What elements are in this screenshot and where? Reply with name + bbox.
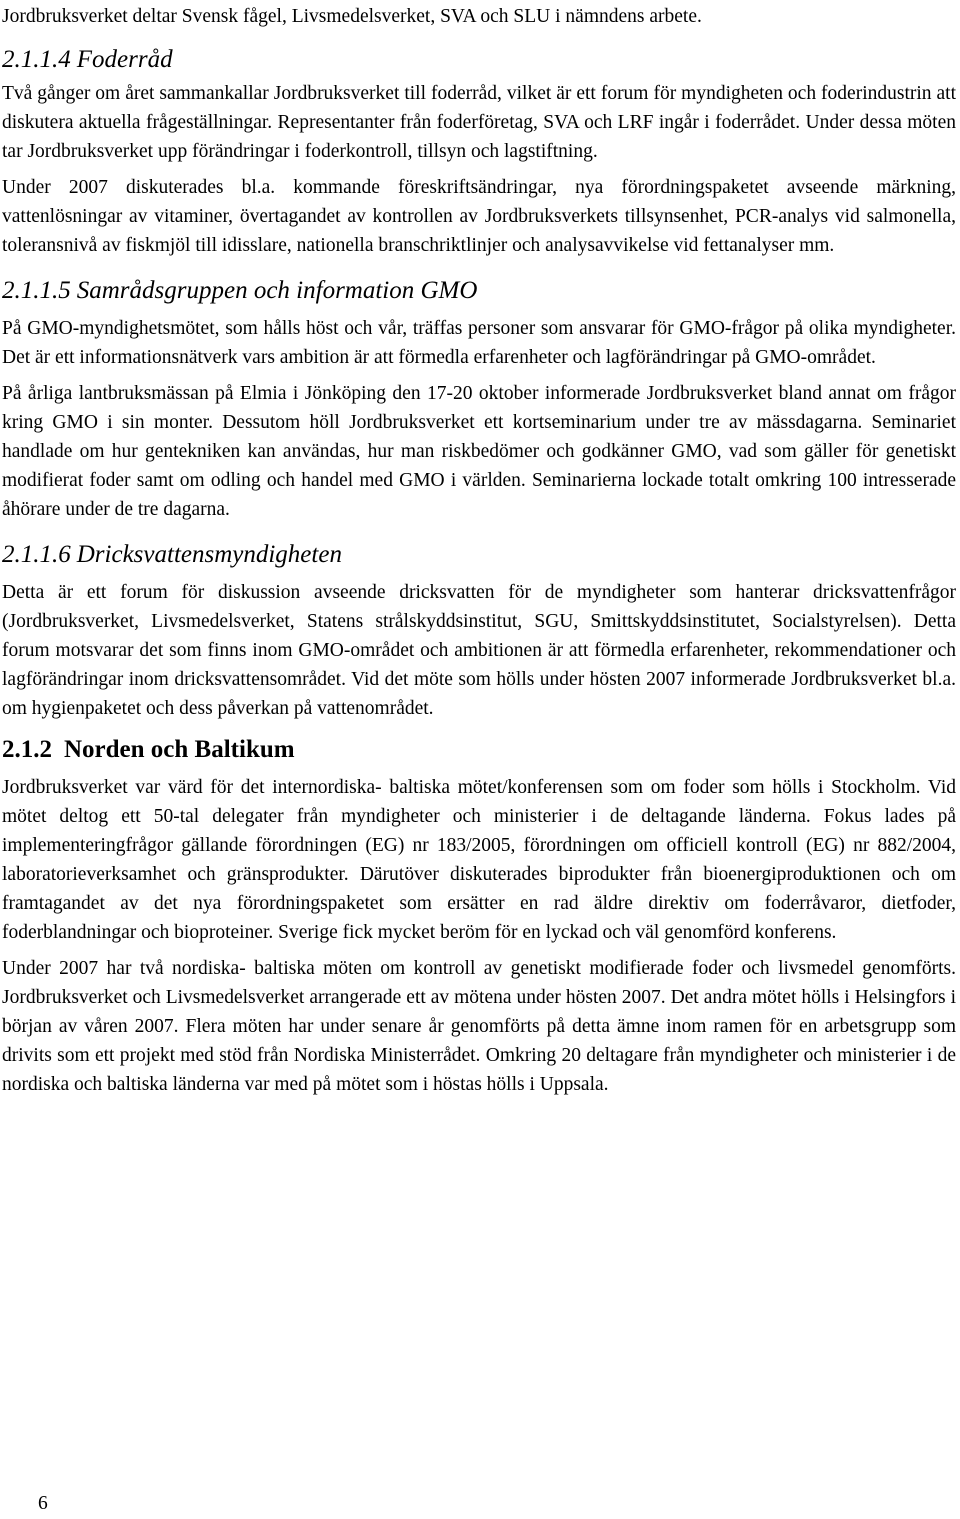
section-title: Norden och Baltikum (64, 736, 295, 763)
paragraph-dricksvatten-1: Detta är ett forum för diskussion avseende dricksvatten för de myndigheter som hanterar dricksvattenfrågor (Jordbruksverket, Livsmedelsverket, Statens strålskyddsinstitut, SGU, Smittskyddsinstitutet, Socialstyrelsen). Detta forum motsvarar det som finns inom GMO-området och ambitionen är att förmedla erfarenheter, rekommendationer och lagförändringar inom dricksvattensområdet. Vid det möte som hölls under hösten 2007 informerade Jordbruksverket bl.a. om hygienpaketet och dess påverkan på vattenområdet. (2, 582, 956, 719)
section-title: Dricksvattensmyndigheten (76, 541, 342, 568)
section-heading-norden (2, 735, 956, 765)
paragraph-foderrad-1: Två gånger om året sammankallar Jordbruksverket till foderråd, vilket är ett forum för myndigheten och foderindustrin att diskutera aktuella frågeställningar. Representanter från foderföretag, SVA och LRF ingår i foderrådet. Under dessa möten tar Jordbruksverket upp förändringar i foderkontroll, tillsyn och lagstiftning. (2, 83, 956, 162)
section-number: 2.1.1.5 (2, 277, 71, 304)
section-heading-gmo (2, 276, 956, 306)
page-number: 6 (38, 1493, 48, 1514)
paragraph-gmo-1: På GMO-myndighetsmötet, som hålls höst och vår, träffas personer som ansvarar för GMO-frågor på olika myndigheter. Det är ett informationsnätverk vars ambition är att förmedla erfarenheter och lagförändringar på GMO-området. (2, 318, 956, 368)
section-title: Foderråd (76, 46, 173, 73)
section-heading-foderrad (2, 45, 956, 75)
paragraph-norden-1: Jordbruksverket var värd för det internordiska- baltiska mötet/konferensen som om foder som hölls i Stockholm. Vid mötet deltog ett 50-tal delegater från myndigheter och ministerier i de deltagande länderna. Fokus lades på implementeringfrågor gällande förordningen (EG) nr 183/2005, förordningen om officiell kontroll (EG) nr 882/2004, laboratorieverksamhet och gränsprodukter. Därutöver diskuterades biprodukter från bioenergiproduktionen och om framtagandet av det nya förordningspaketet som ersätter en rad äldre direktiv om foderråvaror, dietfoder, foderblandningar och bioproteiner. Sverige fick mycket beröm för en lyckad och väl genomförd konferens. (2, 777, 956, 943)
paragraph-norden-2: Under 2007 har två nordiska- baltiska möten om kontroll av genetiskt modifierade foder och livsmedel genomförts. Jordbruksverket och Livsmedelsverket arrangerade ett av mötena under hösten 2007. Det andra mötet hölls i Helsingfors i början av våren 2007. Flera möten har under senare år genomförts på detta ämne inom ramen för en arbetsgrupp som drivits som ett projekt med stöd från Nordiska Ministerrådet. Omkring 20 deltagare från myndigheter och ministerier i de nordiska och baltiska länderna var med på mötet som i höstas hölls i Uppsala. (2, 958, 956, 1095)
section-number: 2.1.2 (2, 736, 52, 763)
section-heading-dricksvatten (2, 540, 956, 570)
section-title: Samrådsgruppen och information GMO (76, 277, 478, 304)
paragraph-gmo-2: På årliga lantbruksmässan på Elmia i Jönköping den 17-20 oktober informerade Jordbruksverket bland annat om frågor kring GMO i sin monter. Dessutom höll Jordbruksverket ett kortseminarium under tre av mässdagarna. Seminariet handlade om hur gentekniken kan användas, hur man riskbedömer och godkänner GMO, vad som gäller för genetiskt modifierat foder samt om odling och handel med GMO i världen. Seminarierna lockade totalt omkring 100 intresserade åhörare under de tre dagarna. (2, 383, 956, 520)
section-number: 2.1.1.6 (2, 541, 71, 568)
paragraph-foderrad-2: Under 2007 diskuterades bl.a. kommande föreskriftsändringar, nya förordningspaketet avseende märkning, vattenlösningar av vitaminer, övertagandet av kontrollen av Jordbruksverkets tillsynsenhet, PCR-analys vid salmonella, toleransnivå av fiskmjöl till idisslare, nationella branschriktlinjer och analysavvikelse vid fettanalyser mm. (2, 177, 956, 256)
section-number: 2.1.1.4 (2, 46, 71, 73)
intro-paragraph: Jordbruksverket deltar Svensk fågel, Livsmedelsverket, SVA och SLU i nämndens arbete. (2, 6, 702, 27)
